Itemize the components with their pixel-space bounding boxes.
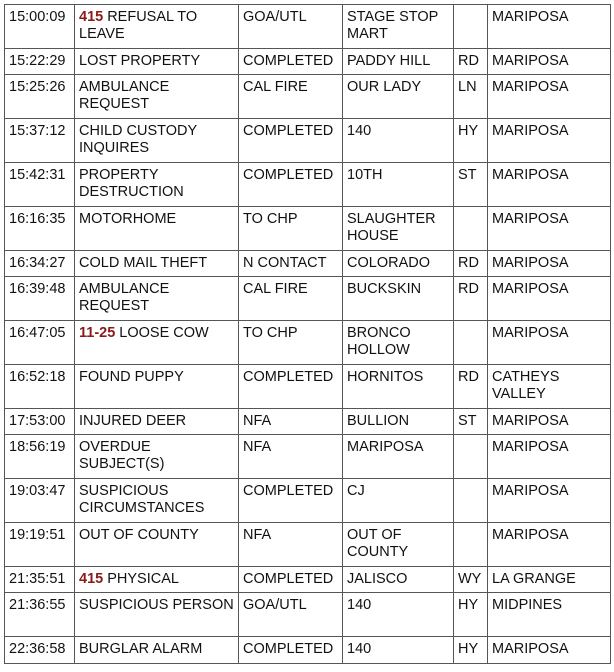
street-cell: OUR LADY <box>343 75 454 119</box>
call-description: REFUSAL TO LEAVE <box>79 9 198 42</box>
description-cell <box>75 567 239 593</box>
table-row <box>5 277 611 321</box>
table-row <box>5 567 611 593</box>
street-suffix-cell <box>454 479 488 523</box>
table-row <box>5 321 611 365</box>
street-cell: BUCKSKIN <box>343 277 454 321</box>
time-cell: 19:19:51 <box>5 523 75 567</box>
call-description: CHILD CUSTODY INQUIRES <box>79 123 197 156</box>
street-cell: BULLION <box>343 409 454 435</box>
city-cell: MARIPOSA <box>488 5 611 49</box>
street-suffix-cell: HY <box>454 119 488 163</box>
time-cell: 15:37:12 <box>5 119 75 163</box>
street-suffix-cell: ST <box>454 409 488 435</box>
street-suffix-cell: WY <box>454 567 488 593</box>
time-cell: 19:03:47 <box>5 479 75 523</box>
city-cell: MARIPOSA <box>488 49 611 75</box>
status-cell: TO CHP <box>239 207 343 251</box>
call-description: COLD MAIL THEFT <box>79 255 208 271</box>
call-log-table <box>4 4 611 664</box>
call-description: SUSPICIOUS CIRCUMSTANCES <box>79 483 205 516</box>
table-row <box>5 251 611 277</box>
call-description: INJURED DEER <box>79 413 187 429</box>
street-suffix-cell: RD <box>454 49 488 75</box>
city-cell: MARIPOSA <box>488 207 611 251</box>
status-cell: NFA <box>239 523 343 567</box>
street-suffix-cell <box>454 207 488 251</box>
street-cell: JALISCO <box>343 567 454 593</box>
street-suffix-cell <box>454 5 488 49</box>
status-cell: CAL FIRE <box>239 277 343 321</box>
description-cell <box>75 163 239 207</box>
call-description: PROPERTY DESTRUCTION <box>79 167 184 200</box>
call-description: MOTORHOME <box>79 211 177 227</box>
status-cell: GOA/UTL <box>239 5 343 49</box>
street-suffix-cell: RD <box>454 251 488 277</box>
street-suffix-cell <box>454 321 488 365</box>
status-cell: COMPLETED <box>239 365 343 409</box>
table-row <box>5 119 611 163</box>
table-row <box>5 5 611 49</box>
time-cell: 15:42:31 <box>5 163 75 207</box>
status-cell: COMPLETED <box>239 163 343 207</box>
description-cell <box>75 409 239 435</box>
city-cell: CATHEYS VALLEY <box>488 365 611 409</box>
city-cell: MARIPOSA <box>488 163 611 207</box>
table-row <box>5 593 611 637</box>
street-cell: 140 <box>343 593 454 637</box>
city-cell: MIDPINES <box>488 593 611 637</box>
status-cell: TO CHP <box>239 321 343 365</box>
street-cell: MARIPOSA <box>343 435 454 479</box>
description-cell <box>75 593 239 637</box>
time-cell: 17:53:00 <box>5 409 75 435</box>
description-cell <box>75 251 239 277</box>
status-cell: NFA <box>239 409 343 435</box>
call-description: LOST PROPERTY <box>79 53 201 69</box>
status-cell: COMPLETED <box>239 49 343 75</box>
call-description: OVERDUE SUBJECT(S) <box>79 439 165 472</box>
description-cell <box>75 75 239 119</box>
description-cell <box>75 207 239 251</box>
street-suffix-cell: HY <box>454 637 488 664</box>
street-cell: OUT OF COUNTY <box>343 523 454 567</box>
city-cell: MARIPOSA <box>488 523 611 567</box>
street-suffix-cell <box>454 523 488 567</box>
street-suffix-cell: RD <box>454 365 488 409</box>
city-cell: MARIPOSA <box>488 409 611 435</box>
status-cell: COMPLETED <box>239 637 343 664</box>
street-suffix-cell: LN <box>454 75 488 119</box>
street-cell: 140 <box>343 119 454 163</box>
description-cell <box>75 435 239 479</box>
description-cell <box>75 637 239 664</box>
call-code: 11-25 <box>79 325 116 341</box>
time-cell: 22:36:58 <box>5 637 75 664</box>
street-cell: HORNITOS <box>343 365 454 409</box>
time-cell: 18:56:19 <box>5 435 75 479</box>
street-cell: BRONCO HOLLOW <box>343 321 454 365</box>
street-suffix-cell: RD <box>454 277 488 321</box>
status-cell: CAL FIRE <box>239 75 343 119</box>
call-description: OUT OF COUNTY <box>79 527 199 543</box>
time-cell: 16:47:05 <box>5 321 75 365</box>
time-cell: 15:22:29 <box>5 49 75 75</box>
call-description: LOOSE COW <box>119 325 209 341</box>
call-log-body <box>5 5 611 664</box>
table-row <box>5 163 611 207</box>
description-cell <box>75 5 239 49</box>
description-cell <box>75 119 239 163</box>
time-cell: 21:36:55 <box>5 593 75 637</box>
call-description: AMBULANCE REQUEST <box>79 281 170 314</box>
table-row <box>5 49 611 75</box>
street-suffix-cell <box>454 435 488 479</box>
call-description: FOUND PUPPY <box>79 369 184 385</box>
time-cell: 15:25:26 <box>5 75 75 119</box>
street-suffix-cell: ST <box>454 163 488 207</box>
call-code: 415 <box>79 9 104 25</box>
description-cell <box>75 479 239 523</box>
time-cell: 16:16:35 <box>5 207 75 251</box>
table-row <box>5 637 611 664</box>
table-row <box>5 523 611 567</box>
table-row <box>5 75 611 119</box>
city-cell: MARIPOSA <box>488 479 611 523</box>
table-row <box>5 409 611 435</box>
call-description: SUSPICIOUS PERSON <box>79 597 234 613</box>
description-cell <box>75 523 239 567</box>
time-cell: 16:34:27 <box>5 251 75 277</box>
city-cell: MARIPOSA <box>488 75 611 119</box>
street-cell: CJ <box>343 479 454 523</box>
status-cell: COMPLETED <box>239 567 343 593</box>
street-cell: PADDY HILL <box>343 49 454 75</box>
description-cell <box>75 49 239 75</box>
status-cell: N CONTACT <box>239 251 343 277</box>
description-cell <box>75 277 239 321</box>
time-cell: 21:35:51 <box>5 567 75 593</box>
street-cell: STAGE STOP MART <box>343 5 454 49</box>
city-cell: MARIPOSA <box>488 435 611 479</box>
status-cell: GOA/UTL <box>239 593 343 637</box>
street-suffix-cell: HY <box>454 593 488 637</box>
status-cell: COMPLETED <box>239 479 343 523</box>
time-cell: 15:00:09 <box>5 5 75 49</box>
status-cell: COMPLETED <box>239 119 343 163</box>
table-row <box>5 365 611 409</box>
city-cell: MARIPOSA <box>488 251 611 277</box>
table-row <box>5 479 611 523</box>
city-cell: MARIPOSA <box>488 321 611 365</box>
street-cell: COLORADO <box>343 251 454 277</box>
call-description: AMBULANCE REQUEST <box>79 79 170 112</box>
city-cell: MARIPOSA <box>488 277 611 321</box>
time-cell: 16:39:48 <box>5 277 75 321</box>
street-cell: SLAUGHTER HOUSE <box>343 207 454 251</box>
city-cell: LA GRANGE <box>488 567 611 593</box>
street-cell: 140 <box>343 637 454 664</box>
table-row <box>5 435 611 479</box>
description-cell <box>75 365 239 409</box>
call-description: BURGLAR ALARM <box>79 641 203 657</box>
call-code: 415 <box>79 571 104 587</box>
call-description: PHYSICAL <box>107 571 179 587</box>
city-cell: MARIPOSA <box>488 637 611 664</box>
city-cell: MARIPOSA <box>488 119 611 163</box>
status-cell: NFA <box>239 435 343 479</box>
street-cell: 10TH <box>343 163 454 207</box>
description-cell <box>75 321 239 365</box>
table-row <box>5 207 611 251</box>
time-cell: 16:52:18 <box>5 365 75 409</box>
